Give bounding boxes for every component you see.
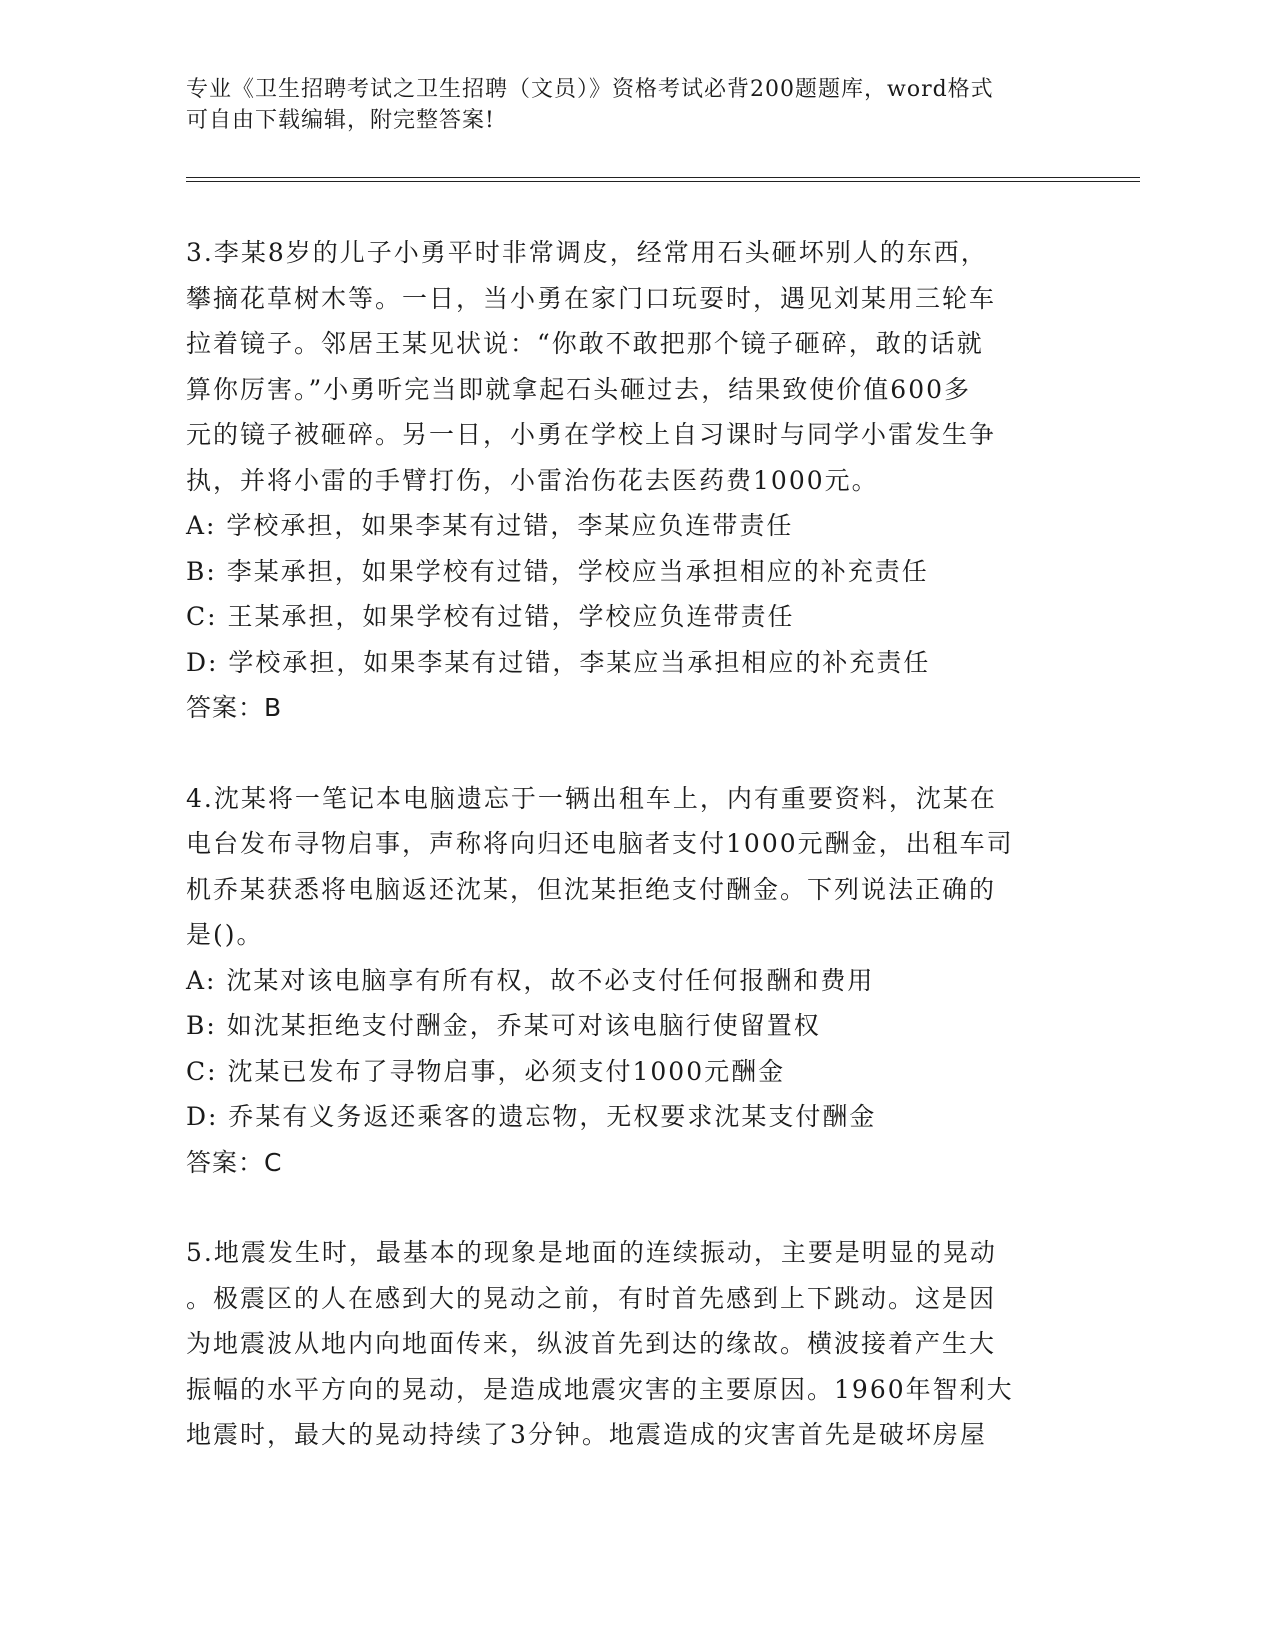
option-d: D: 乔某有义务返还乘客的遗忘物，无权要求沈某支付酬金 [186,1102,877,1131]
question-line: 攀摘花草树木等。一日，当小勇在家门口玩耍时，遇见刘某用三轮车 [186,283,997,313]
answer-label: 答案：C [186,1147,283,1177]
spacer [186,731,1066,776]
option-c: C: 沈某已发布了寻物启事，必须支付1000元酬金 [186,1056,786,1086]
header-divider-bottom [186,181,1140,182]
question-line: 5.地震发生时，最基本的现象是地面的连续振动，主要是明显的晃动 [186,1238,997,1267]
answer-label: 答案：B [186,693,283,722]
question-line: 为地震波从地内向地面传来，纵波首先到达的缘故。横波接着产生大 [186,1329,997,1358]
header-divider-top [186,177,1140,178]
question-line: 4.沈某将一笔记本电脑遗忘于一辆出租车上，内有重要资料，沈某在 [186,783,997,813]
question-line: 。极震区的人在感到大的晃动之前，有时首先感到上下跳动。这是因 [186,1283,997,1313]
question-line: 算你厉害。”小勇听完当即就拿起石头砸过去，结果致使价值600多 [186,374,972,404]
question-line: 是()。 [186,920,264,949]
question-line: 机乔某获悉将电脑返还沈某，但沈某拒绝支付酬金。下列说法正确的 [186,874,997,904]
document-body [186,230,1066,1458]
header-line-1: 专业《卫生招聘考试之卫生招聘（文员）》资格考试必背200题题库，word格式 [186,77,994,102]
option-c: C: 王某承担，如果学校有过错，学校应负连带责任 [186,602,795,631]
option-b: B: 李某承担，如果学校有过错，学校应当承担相应的补充责任 [186,556,929,586]
question-line: 3.李某8岁的儿子小勇平时非常调皮，经常用石头砸坏别人的东西， [186,238,988,267]
question-line: 地震时，最大的晃动持续了3分钟。地震造成的灾害首先是破坏房屋 [186,1420,987,1449]
question-line: 拉着镜子。邻居王某见状说：“你敢不敢把那个镜子砸碎，敢的话就 [186,329,984,358]
question-3 [186,230,1066,731]
option-d: D: 学校承担，如果李某有过错，李某应当承担相应的补充责任 [186,647,931,677]
header-line-2: 可自由下载编辑，附完整答案! [186,108,495,133]
question-line: 电台发布寻物启事，声称将向归还电脑者支付1000元酬金，出租车司 [186,829,1014,858]
question-line: 元的镜子被砸碎。另一日，小勇在学校上自习课时与同学小雷发生争 [186,420,997,449]
question-line: 执，并将小雷的手臂打伤，小雷治伤花去医药费1000元。 [186,465,879,495]
option-a: A: 学校承担，如果李某有过错，李某应负连带责任 [186,511,794,540]
spacer [186,1185,1066,1230]
option-a: A: 沈某对该电脑享有所有权，故不必支付任何报酬和费用 [186,965,875,995]
document-header [186,74,1066,136]
question-5 [186,1230,1066,1458]
question-4 [186,776,1066,1186]
question-line: 振幅的水平方向的晃动，是造成地震灾害的主要原因。1960年智利大 [186,1374,1014,1404]
option-b: B: 如沈某拒绝支付酬金，乔某可对该电脑行使留置权 [186,1011,821,1040]
